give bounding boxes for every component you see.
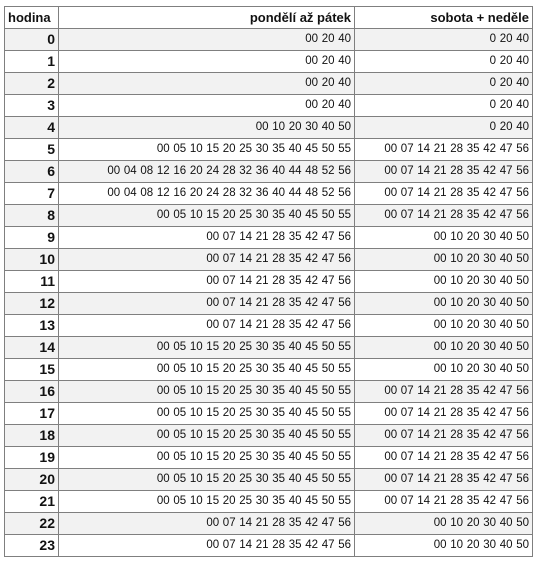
weekend-times-cell: 0 20 40 [355, 95, 533, 117]
weekend-times-cell: 00 07 14 21 28 35 42 47 56 [355, 425, 533, 447]
header-weekend: sobota + neděle [355, 7, 533, 29]
weekday-times-cell: 00 07 14 21 28 35 42 47 56 [59, 249, 355, 271]
table-row [5, 469, 533, 491]
weekend-times-cell: 0 20 40 [355, 117, 533, 139]
weekday-times-cell: 00 05 10 15 20 25 30 35 40 45 50 55 [59, 381, 355, 403]
table-row [5, 249, 533, 271]
hour-cell: 16 [5, 381, 59, 403]
table-row [5, 161, 533, 183]
weekend-times-cell: 00 10 20 30 40 50 [355, 271, 533, 293]
weekend-times-cell: 0 20 40 [355, 51, 533, 73]
weekend-times-cell: 00 07 14 21 28 35 42 47 56 [355, 469, 533, 491]
timetable [4, 6, 533, 557]
hour-cell: 22 [5, 513, 59, 535]
hour-cell: 15 [5, 359, 59, 381]
hour-cell: 7 [5, 183, 59, 205]
weekend-times-cell: 00 07 14 21 28 35 42 47 56 [355, 183, 533, 205]
table-row [5, 381, 533, 403]
header-hour: hodina [5, 7, 59, 29]
weekend-times-cell: 00 07 14 21 28 35 42 47 56 [355, 491, 533, 513]
weekend-times-cell: 00 10 20 30 40 50 [355, 513, 533, 535]
hour-cell: 3 [5, 95, 59, 117]
weekday-times-cell: 00 07 14 21 28 35 42 47 56 [59, 293, 355, 315]
weekend-times-cell: 00 10 20 30 40 50 [355, 249, 533, 271]
table-row [5, 29, 533, 51]
weekend-times-cell: 00 07 14 21 28 35 42 47 56 [355, 447, 533, 469]
weekend-times-cell: 00 10 20 30 40 50 [355, 535, 533, 557]
timetable-body [5, 29, 533, 557]
weekday-times-cell: 00 04 08 12 16 20 24 28 32 36 40 44 48 52 56 [59, 183, 355, 205]
weekday-times-cell: 00 05 10 15 20 25 30 35 40 45 50 55 [59, 491, 355, 513]
weekend-times-cell: 0 20 40 [355, 29, 533, 51]
table-row [5, 205, 533, 227]
weekday-times-cell: 00 05 10 15 20 25 30 35 40 45 50 55 [59, 403, 355, 425]
hour-cell: 4 [5, 117, 59, 139]
header-weekday: pondělí až pátek [59, 7, 355, 29]
weekday-times-cell: 00 05 10 15 20 25 30 35 40 45 50 55 [59, 139, 355, 161]
hour-cell: 21 [5, 491, 59, 513]
table-row [5, 403, 533, 425]
weekday-times-cell: 00 05 10 15 20 25 30 35 40 45 50 55 [59, 425, 355, 447]
weekday-times-cell: 00 07 14 21 28 35 42 47 56 [59, 227, 355, 249]
weekend-times-cell: 00 10 20 30 40 50 [355, 227, 533, 249]
table-row [5, 513, 533, 535]
weekend-times-cell: 00 07 14 21 28 35 42 47 56 [355, 139, 533, 161]
weekday-times-cell: 00 20 40 [59, 51, 355, 73]
table-row [5, 73, 533, 95]
weekday-times-cell: 00 20 40 [59, 73, 355, 95]
weekday-times-cell: 00 04 08 12 16 20 24 28 32 36 40 44 48 52 56 [59, 161, 355, 183]
weekday-times-cell: 00 07 14 21 28 35 42 47 56 [59, 513, 355, 535]
weekend-times-cell: 00 07 14 21 28 35 42 47 56 [355, 381, 533, 403]
weekend-times-cell: 00 10 20 30 40 50 [355, 315, 533, 337]
weekend-times-cell: 00 07 14 21 28 35 42 47 56 [355, 403, 533, 425]
hour-cell: 10 [5, 249, 59, 271]
hour-cell: 6 [5, 161, 59, 183]
weekday-times-cell: 00 07 14 21 28 35 42 47 56 [59, 271, 355, 293]
hour-cell: 2 [5, 73, 59, 95]
hour-cell: 9 [5, 227, 59, 249]
header-row [5, 7, 533, 29]
hour-cell: 5 [5, 139, 59, 161]
weekday-times-cell: 00 20 40 [59, 29, 355, 51]
table-row [5, 337, 533, 359]
hour-cell: 17 [5, 403, 59, 425]
table-row [5, 491, 533, 513]
table-row [5, 95, 533, 117]
table-row [5, 183, 533, 205]
weekday-times-cell: 00 10 20 30 40 50 [59, 117, 355, 139]
weekday-times-cell: 00 05 10 15 20 25 30 35 40 45 50 55 [59, 469, 355, 491]
hour-cell: 19 [5, 447, 59, 469]
hour-cell: 23 [5, 535, 59, 557]
table-row [5, 447, 533, 469]
table-row [5, 51, 533, 73]
hour-cell: 1 [5, 51, 59, 73]
weekday-times-cell: 00 20 40 [59, 95, 355, 117]
weekday-times-cell: 00 07 14 21 28 35 42 47 56 [59, 535, 355, 557]
weekend-times-cell: 00 10 20 30 40 50 [355, 293, 533, 315]
hour-cell: 11 [5, 271, 59, 293]
weekend-times-cell: 00 07 14 21 28 35 42 47 56 [355, 161, 533, 183]
table-row [5, 117, 533, 139]
weekend-times-cell: 0 20 40 [355, 73, 533, 95]
table-row [5, 425, 533, 447]
table-row [5, 271, 533, 293]
weekend-times-cell: 00 10 20 30 40 50 [355, 359, 533, 381]
hour-cell: 20 [5, 469, 59, 491]
hour-cell: 0 [5, 29, 59, 51]
weekday-times-cell: 00 05 10 15 20 25 30 35 40 45 50 55 [59, 337, 355, 359]
weekend-times-cell: 00 07 14 21 28 35 42 47 56 [355, 205, 533, 227]
weekday-times-cell: 00 05 10 15 20 25 30 35 40 45 50 55 [59, 447, 355, 469]
hour-cell: 13 [5, 315, 59, 337]
weekend-times-cell: 00 10 20 30 40 50 [355, 337, 533, 359]
weekday-times-cell: 00 05 10 15 20 25 30 35 40 45 50 55 [59, 205, 355, 227]
table-row [5, 535, 533, 557]
table-row [5, 227, 533, 249]
weekday-times-cell: 00 07 14 21 28 35 42 47 56 [59, 315, 355, 337]
hour-cell: 12 [5, 293, 59, 315]
table-row [5, 315, 533, 337]
table-row [5, 359, 533, 381]
table-row [5, 293, 533, 315]
table-row [5, 139, 533, 161]
hour-cell: 14 [5, 337, 59, 359]
hour-cell: 8 [5, 205, 59, 227]
weekday-times-cell: 00 05 10 15 20 25 30 35 40 45 50 55 [59, 359, 355, 381]
timetable-header [5, 7, 533, 29]
hour-cell: 18 [5, 425, 59, 447]
